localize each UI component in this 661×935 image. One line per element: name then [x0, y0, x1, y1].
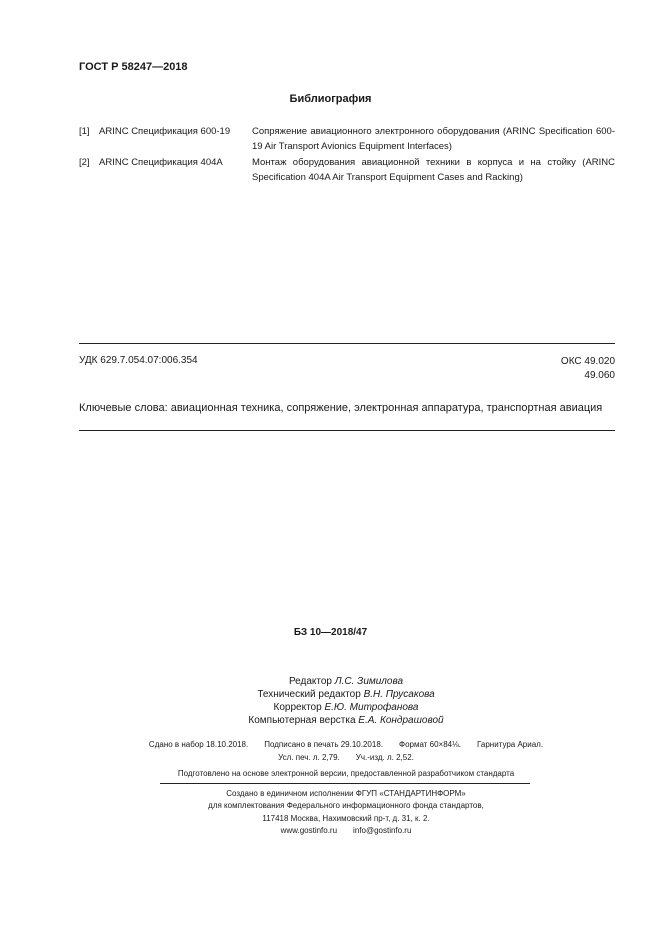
- bibliography-title: Библиография: [289, 93, 372, 105]
- keywords: Ключевые слова: авиационная техника, сопряжение, электронная аппаратура, транспортная авиация: [79, 402, 603, 414]
- divider: [79, 430, 615, 431]
- oks-code-secondary: 49.060: [584, 370, 615, 381]
- credit-tech-editor: Технический редактор В.Н. Прусакова: [257, 689, 435, 700]
- publisher-address: 117418 Москва, Нахимовский пр-т, д. 31, к. 2.: [262, 814, 430, 823]
- document-header: ГОСТ Р 58247—2018: [79, 61, 188, 73]
- credit-corrector: Корректор Е.Ю. Митрофанова: [273, 702, 419, 713]
- bibliography-item: [79, 155, 615, 187]
- publisher-email[interactable]: info@gostinfo.ru: [353, 826, 412, 835]
- divider: [160, 783, 530, 784]
- bibliography-item-source: ARINC Спецификация 404А: [99, 157, 223, 168]
- bibliography-item-number: [1]: [79, 126, 90, 137]
- oks-code-primary: ОКС 49.020: [560, 356, 615, 367]
- prepared-note: Подготовлено на основе электронной версии, предоставленной разработчиком стандарта: [177, 769, 515, 778]
- bibliography-item-number: [2]: [79, 157, 90, 168]
- bibliography-item: [79, 124, 615, 156]
- bibliography-item-description: Сопряжение авиационного электронного оборудования (ARINC Specification 600-19 Air Transport Avionics Equipment Interfaces): [252, 126, 615, 152]
- credit-layout: Компьютерная верстка Е.А. Кондрашовой: [248, 715, 444, 726]
- publisher-line: для комплектования Федерального информационного фонда стандартов,: [208, 801, 484, 810]
- oks-codes: [561, 355, 615, 383]
- credit-editor: Редактор Л.С. Зимилова: [288, 676, 404, 687]
- credits: [0, 675, 661, 727]
- bibliography-item-source: ARINC Спецификация 600-19: [99, 126, 231, 137]
- print-info-line: Сдано в набор 18.10.2018. Подписано в печать 29.10.2018. Формат 60×84⅛. Гарнитура Ариал.: [148, 740, 544, 749]
- bibliography-item-description: Монтаж оборудования авиационной техники в корпуса и на стойку (ARINC Specification 404A Air Transport Equipment Cases and Racking): [252, 157, 615, 183]
- udk-code: УДК 629.7.054.07:006.354: [79, 355, 198, 366]
- print-info-line: Усл. печ. л. 2,79. Уч.-изд. л. 2,52.: [278, 753, 414, 762]
- publisher-line: Создано в единичном исполнении ФГУП «СТАНДАРТИНФОРМ»: [226, 789, 466, 798]
- publisher-website[interactable]: www.gostinfo.ru: [280, 826, 338, 835]
- divider: [79, 343, 615, 344]
- bz-number: БЗ 10—2018/47: [293, 627, 368, 638]
- publisher-contacts: [0, 826, 661, 835]
